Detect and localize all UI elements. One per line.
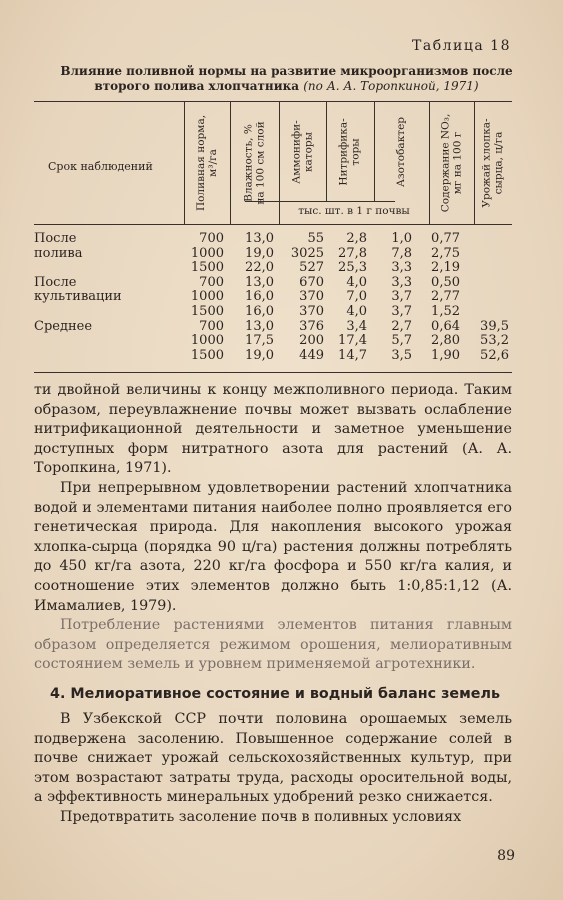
cell-norma: 700 [199,231,224,246]
cell-vl: 16,0 [245,289,274,305]
cell-vl: 19,0 [245,347,274,363]
table-caption [40,64,533,94]
cell-ur: 53,2 [480,333,509,349]
cell-norma: 1000 [190,333,224,349]
cell-no3: 0,77 [431,231,460,246]
table-row [34,349,512,364]
header-norma: Поливная норма, м³/га [195,114,219,212]
cell-ni: 2,8 [346,231,367,246]
row-label: полива [34,245,83,261]
cell-vl: 13,0 [245,274,274,290]
cell-am: 449 [299,347,324,363]
cell-norma: 1500 [190,303,224,319]
cell-am: 55 [307,231,324,246]
table-bottom-rule [34,372,512,373]
cell-vl: 17,5 [245,333,274,349]
row-label: После [34,231,77,246]
table-number: Таблица 18 [412,38,511,54]
cell-no3: 2,75 [431,245,460,261]
cell-az: 3,5 [391,347,412,363]
row-label: После [34,274,77,290]
section-heading: 4. Мелиоративное состояние и водный баланс земель [50,686,501,702]
paragraph: Предотвратить засоление почв в поливных условиях [60,808,462,825]
table-row [34,334,512,349]
text-block-1 [34,381,512,675]
caption-line-2-bold: второго полива хлопчатника [94,79,300,93]
cell-ur: 52,6 [480,347,509,363]
cell-am: 370 [299,289,324,305]
caption-line-1: Влияние поливной нормы на развитие микроорганизмов после [60,64,513,78]
header-srok: Срок наблюдений [48,160,153,173]
cell-am: 3025 [290,245,324,261]
paragraph: В Узбекской ССР почти половина орошаемых земель подвержена засолению. Повышенное содержание солей в почве снижает урожай сельскохозяйственных культур, при этом возрастают затраты труда, расходы оросительной воды, а эффективность минеральных удобрений резко снижается. [34,711,512,806]
text-block-2 [34,710,512,828]
cell-am: 376 [299,318,324,334]
header-vlazhnost: Влажность, % на 100 см слой [242,121,267,205]
cell-no3: 1,90 [431,347,460,363]
table-body [34,232,512,363]
header-soderzhanie-no3: Содержание NO₃, мг на 100 г [439,113,464,213]
cell-vl: 13,0 [245,231,274,246]
cell-no3: 1,52 [431,303,460,319]
header-ammonifikatory: Аммонифи- каторы [290,120,315,184]
units-divider [245,201,395,202]
paragraph: Потребление растениями элементов питания главным образом определяется режимом орошения, мелиоративным состоянием земель и уровнем применяемой агротехники. [34,617,512,673]
cell-norma: 700 [199,274,224,290]
row-label: культивации [34,289,122,305]
cell-az: 2,7 [391,318,412,334]
cell-ni: 25,3 [338,260,367,276]
cell-az: 1,0 [391,231,412,246]
header-nitrifikatory: Нитрифика- торы [338,118,362,186]
cell-am: 200 [299,333,324,349]
header-urozhai: Урожай хлопка- сырца, ц/га [481,118,506,208]
paragraph: ти двойной величины к концу межполивного периода. Таким образом, переувлажнение почвы может вызвать ослабление нитрификационной деятельности и заметное уменьшение доступных форм нитратного азота для растений (А. А. Торопкина, 1971). [34,382,512,477]
header-azotobakter: Азотобактер [395,116,408,188]
cell-ni: 4,0 [346,274,367,290]
table-header [34,101,512,225]
cell-ni: 27,8 [338,245,367,261]
cell-az: 5,7 [391,333,412,349]
cell-az: 7,8 [391,245,412,261]
cell-az: 3,7 [391,303,412,319]
cell-no3: 2,19 [431,260,460,276]
cell-no3: 0,50 [431,274,460,290]
table-row [34,305,512,320]
cell-no3: 0,64 [431,318,460,334]
cell-norma: 1000 [190,289,224,305]
table-row [34,232,512,247]
cell-am: 670 [299,274,324,290]
table-row [34,290,512,305]
cell-vl: 16,0 [245,303,274,319]
cell-no3: 2,80 [431,333,460,349]
cell-norma: 1500 [190,260,224,276]
table-row [34,261,512,276]
header-units: тыс. шт. в 1 г почвы [298,205,410,217]
cell-vl: 19,0 [245,245,274,261]
cell-az: 3,7 [391,289,412,305]
cell-ni: 7,0 [346,289,367,305]
table-row [34,247,512,262]
row-label: Среднее [34,318,93,334]
cell-az: 3,3 [391,274,412,290]
caption-line-2 [40,79,533,94]
cell-az: 3,3 [391,260,412,276]
cell-vl: 22,0 [245,260,274,276]
paragraph: При непрерывном удовлетворении растений хлопчатника водой и элементами питания наиболее полно проявляется его генетическая природа. Для накопления высокого урожая хлопка-сырца (порядка 90 ц/га) растения должны потреблять до 450 кг/га азота, 220 кг/га фосфора и 550 кг/га калия, и соотношение этих элементов должно быть 1:0,85:1,12 (А. Имамалиев, 1979). [34,479,512,614]
cell-ur: 39,5 [480,318,509,334]
cell-norma: 700 [199,318,224,334]
cell-ni: 17,4 [338,333,367,349]
table-row [34,320,512,335]
cell-ni: 3,4 [346,318,367,334]
cell-am: 370 [299,303,324,319]
cell-norma: 1000 [190,245,224,261]
cell-am: 527 [299,260,324,276]
table-row [34,276,512,291]
caption-source: (по А. А. Торопкиной, 1971) [303,79,479,93]
cell-norma: 1500 [190,347,224,363]
cell-ni: 4,0 [346,303,367,319]
cell-ni: 14,7 [338,347,367,363]
cell-no3: 2,77 [431,289,460,305]
page-number: 89 [497,848,515,864]
cell-vl: 13,0 [245,318,274,334]
